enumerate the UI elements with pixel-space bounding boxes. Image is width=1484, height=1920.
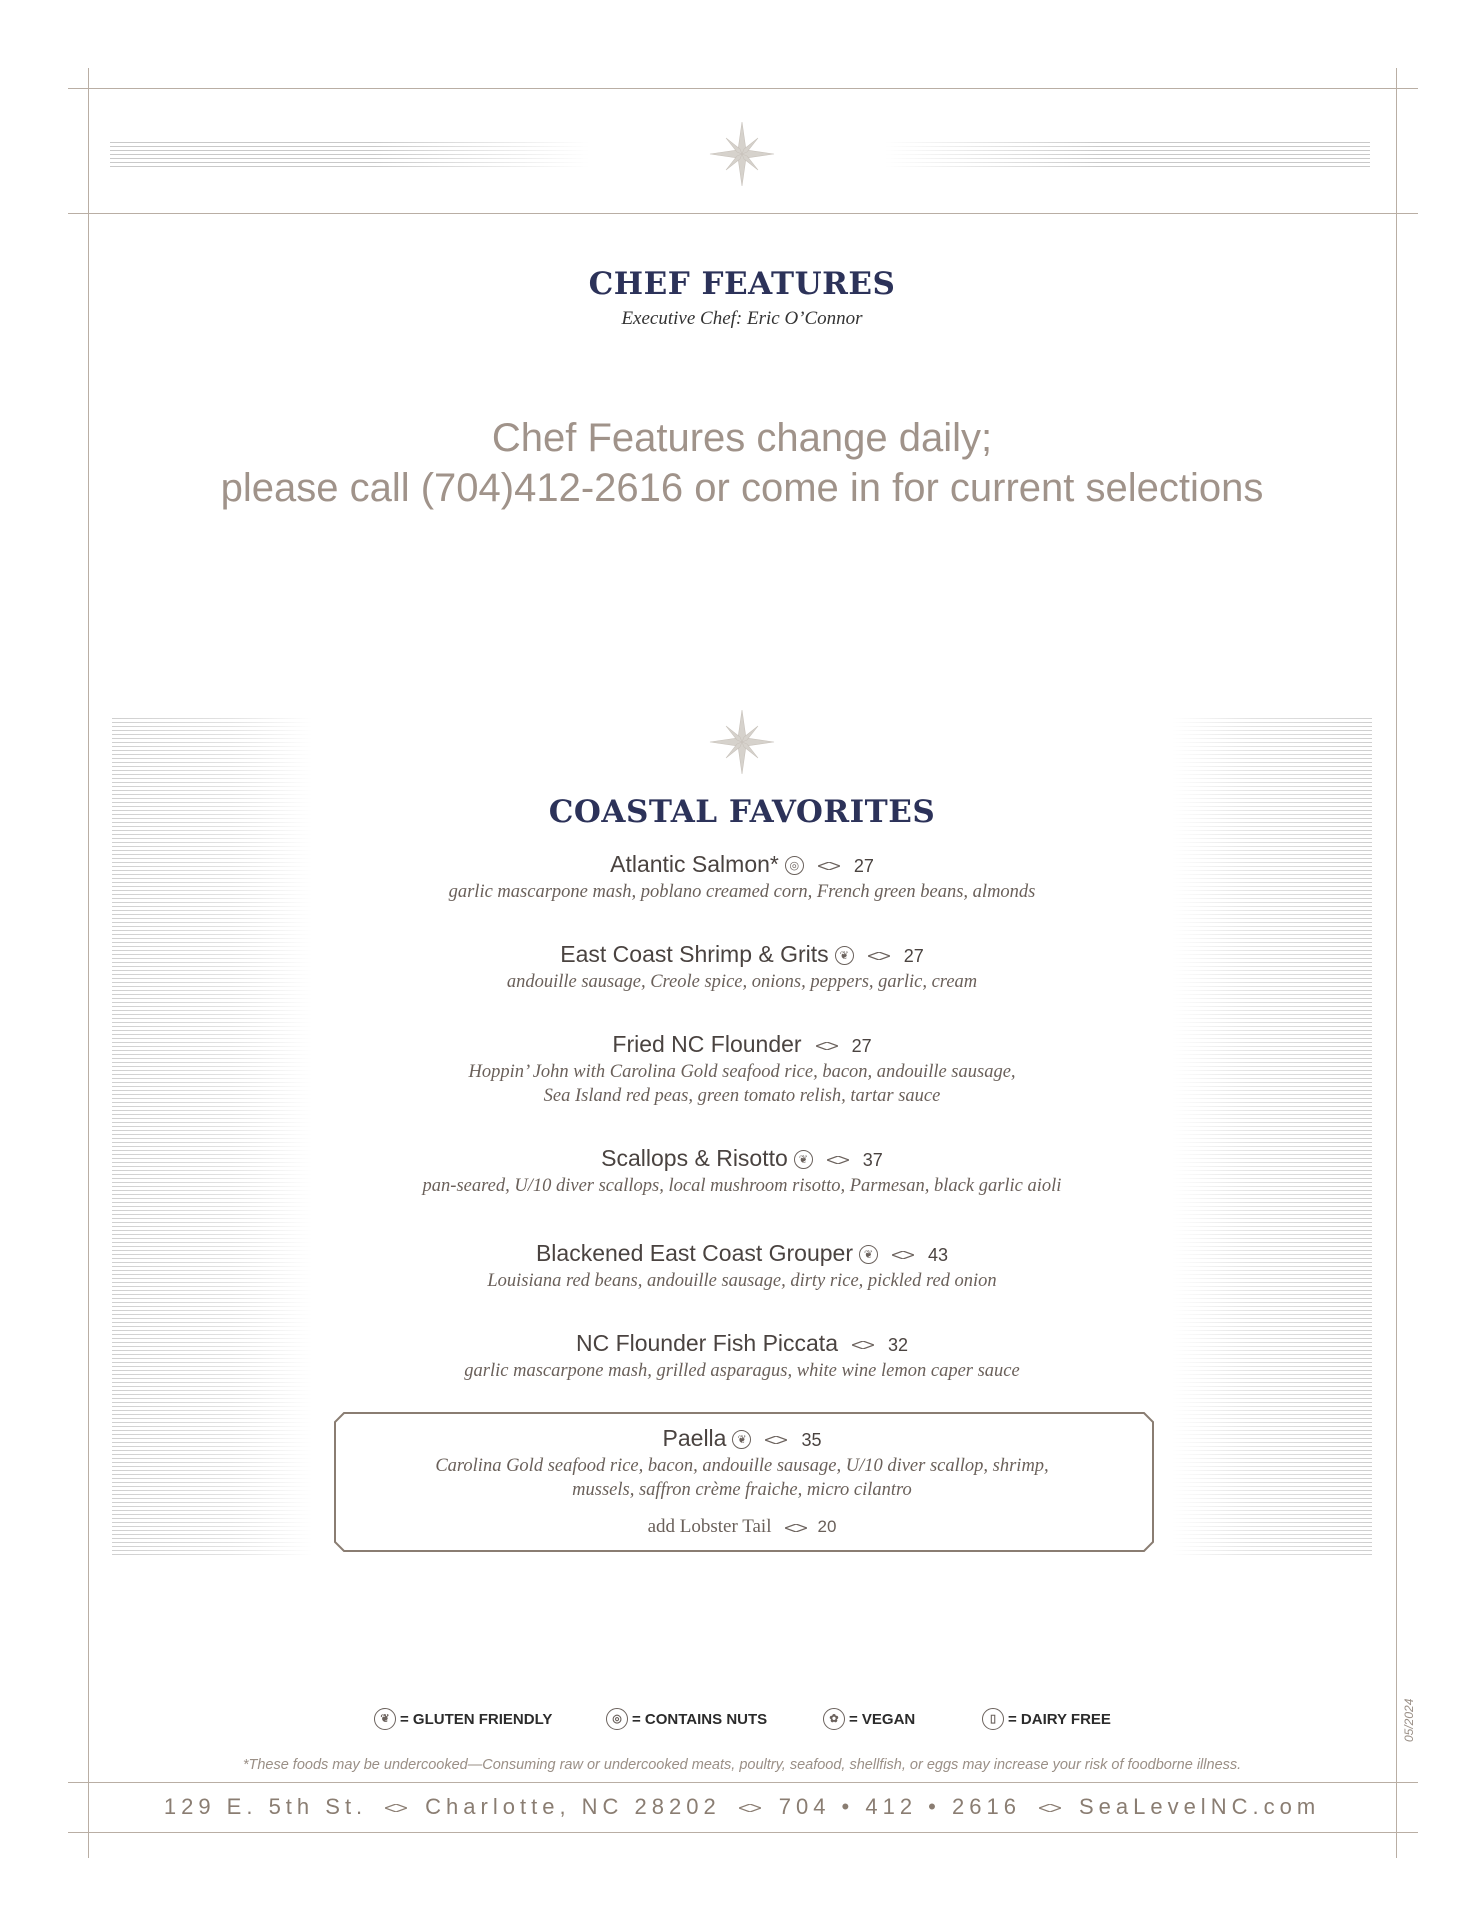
item-description: mussels, saffron crème fraiche, micro cilantro	[572, 1480, 912, 1500]
vegan-icon: ✿	[823, 1708, 845, 1730]
addon-price: 20	[817, 1517, 837, 1536]
item-description: Carolina Gold seafood rice, bacon, andouille sausage, U/10 diver scallop, shrimp,	[435, 1456, 1049, 1476]
header-stripes-left	[110, 142, 590, 168]
gluten-friendly-icon: ❦	[794, 1150, 813, 1169]
item-name: Atlantic Salmon*	[610, 851, 779, 877]
dairy-free-icon: ▯	[982, 1708, 1004, 1730]
item-name: Scallops & Risotto	[601, 1145, 788, 1171]
addon-label: add Lobster Tail	[647, 1516, 772, 1537]
diamond-separator-icon	[765, 1436, 787, 1444]
date-stamp: 05/2024	[1402, 1698, 1416, 1742]
menu-item-paella	[0, 1424, 1484, 1538]
item-price: 43	[928, 1245, 949, 1265]
item-description: garlic mascarpone mash, poblano creamed corn, French green beans, almonds	[448, 882, 1036, 902]
gluten-friendly-icon: ❦	[859, 1245, 878, 1264]
diamond-separator-icon	[892, 1251, 914, 1259]
item-description: garlic mascarpone mash, grilled asparagus, white wine lemon caper sauce	[464, 1361, 1020, 1381]
frame-bottom-line	[68, 1832, 1418, 1833]
compass-star-icon	[708, 708, 776, 776]
item-description: pan-seared, U/10 diver scallops, local mushroom risotto, Parmesan, black garlic aioli	[422, 1176, 1062, 1196]
header-stripes-right	[884, 142, 1370, 168]
menu-item	[0, 1144, 1484, 1198]
contains-nuts-icon: ◎	[785, 856, 804, 875]
menu-item	[0, 1030, 1484, 1108]
legend-vegan: ✿ = VEGAN	[823, 1708, 915, 1730]
item-name: East Coast Shrimp & Grits	[560, 941, 829, 967]
item-name: Fried NC Flounder	[612, 1031, 802, 1057]
coastal-favorites-title: COASTAL FAVORITES	[548, 794, 936, 830]
frame-footer-top-line	[68, 1782, 1418, 1783]
item-description: Sea Island red peas, green tomato relish, tartar sauce	[543, 1086, 941, 1106]
legend-dairy-free: ▯ = DAIRY FREE	[982, 1708, 1111, 1730]
diamond-separator-icon	[385, 1804, 407, 1812]
diamond-separator-icon	[827, 1156, 849, 1164]
item-name: Paella	[662, 1425, 727, 1451]
footer-address: 129 E. 5th St.	[163, 1794, 368, 1819]
notice-line-1: Chef Features change daily;	[491, 416, 993, 460]
footer-phone[interactable]: 704 • 412 • 2616	[778, 1794, 1021, 1819]
item-description: Louisiana red beans, andouille sausage, dirty rice, pickled red onion	[487, 1271, 997, 1291]
compass-star-icon	[708, 120, 776, 188]
legend-gluten-friendly: ❦ = GLUTEN FRIENDLY	[374, 1708, 552, 1730]
executive-chef-subtitle: Executive Chef: Eric O’Connor	[621, 308, 863, 329]
diamond-separator-icon	[818, 862, 840, 870]
notice-line-2: please call (704)412-2616 or come in for current selections	[220, 466, 1264, 510]
item-description: andouille sausage, Creole spice, onions, peppers, garlic, cream	[506, 972, 978, 992]
item-name: Blackened East Coast Grouper	[535, 1240, 854, 1266]
footer-city: Charlotte, NC 28202	[425, 1794, 721, 1819]
item-price: 27	[851, 1036, 872, 1056]
menu-item	[0, 1239, 1484, 1293]
diamond-separator-icon	[852, 1341, 874, 1349]
frame-header-line	[68, 213, 1418, 214]
addon-line	[0, 1516, 1484, 1538]
item-price: 35	[801, 1430, 822, 1450]
menu-item	[0, 850, 1484, 904]
gluten-friendly-icon: ❦	[374, 1708, 396, 1730]
item-price: 27	[903, 946, 924, 966]
gluten-friendly-icon: ❦	[835, 946, 854, 965]
item-name: NC Flounder Fish Piccata	[575, 1330, 838, 1356]
item-price: 37	[862, 1150, 883, 1170]
diamond-separator-icon	[816, 1042, 838, 1050]
diamond-separator-icon	[785, 1524, 807, 1532]
diamond-separator-icon	[868, 952, 890, 960]
diamond-separator-icon	[739, 1804, 761, 1812]
item-description: Hoppin’ John with Carolina Gold seafood rice, bacon, andouille sausage,	[468, 1062, 1016, 1082]
diamond-separator-icon	[1039, 1804, 1061, 1812]
foodborne-illness-disclaimer: *These foods may be undercooked—Consuming raw or undercooked meats, poultry, seafood, shellfish, or eggs may increase your risk of foodborne illness.	[242, 1757, 1242, 1773]
item-price: 27	[853, 856, 874, 876]
menu-item	[0, 1329, 1484, 1383]
gluten-friendly-icon: ❦	[732, 1430, 751, 1449]
item-price: 32	[888, 1335, 909, 1355]
footer-contact	[0, 1794, 1484, 1820]
footer-website-link[interactable]: SeaLevelNC.com	[1078, 1794, 1321, 1819]
menu-item	[0, 940, 1484, 994]
chef-features-title: CHEF FEATURES	[588, 266, 896, 302]
frame-top-line	[68, 88, 1418, 89]
contains-nuts-icon: ◎	[606, 1708, 628, 1730]
legend-contains-nuts: ◎ = CONTAINS NUTS	[606, 1708, 767, 1730]
